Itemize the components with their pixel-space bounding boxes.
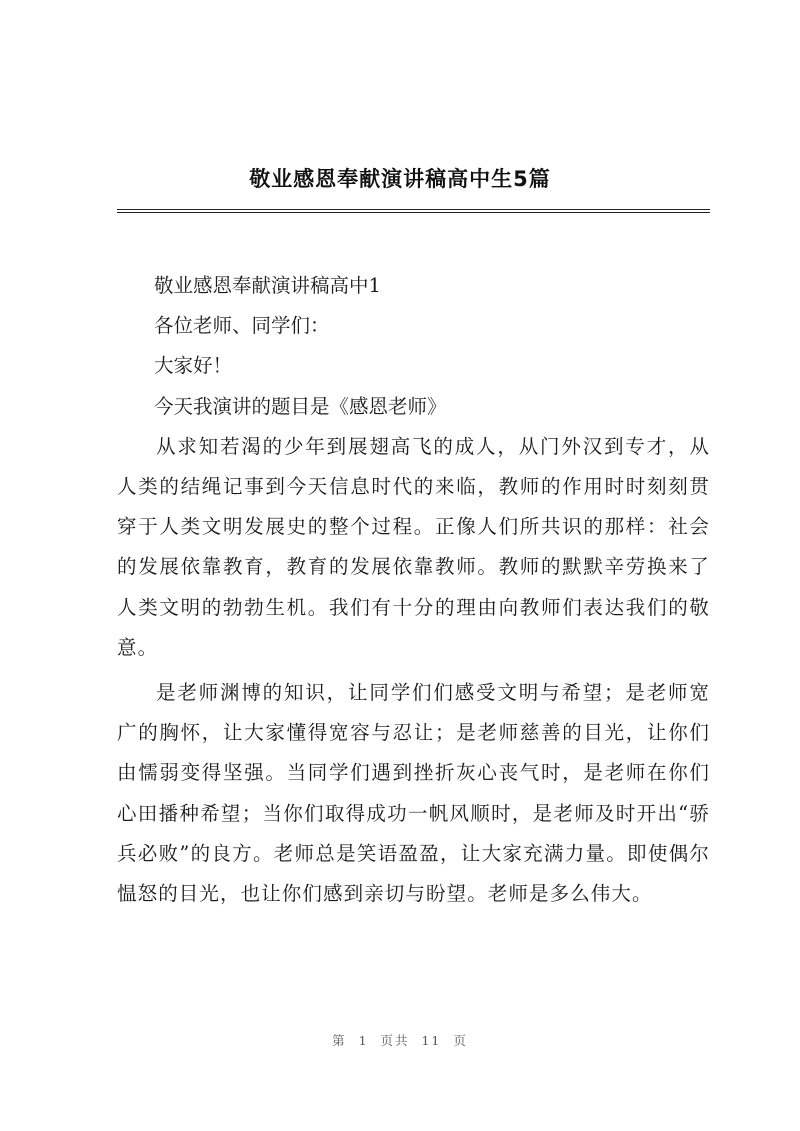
body-paragraph: 从求知若渴的少年到展翅高飞的成人，从门外汉到专才，从人类的结绳记事到今天信息时代的来临，教师的作用时时刻刻贯穿于人类文明发展史的整个过程。正像人们所共识的那样：社会的发展依靠教育，教育的发展依靠教师。教师的默默辛劳换来了人类文明的勃勃生机。我们有十分的理由向教师们表达我们的敬意。 bbox=[117, 434, 710, 659]
greeting: 大家好！ bbox=[154, 354, 233, 378]
body-paragraph: 是老师渊博的知识，让同学们们感受文明与希望；是老师宽广的胸怀，让大家懂得宽容与忍让；是老师慈善的目光，让你们由懦弱变得坚强。当同学们遇到挫折灰心丧气时，是老师在你们心田播种希望；当你们取得成功一帆风顺时，是老师及时开出“骄兵必败”的良方。老师总是笑语盈盈，让大家充满力量。即使偶尔愠怒的目光，也让你们感到亲切与盼望。老师是多么伟大。 bbox=[117, 681, 710, 906]
document-body bbox=[117, 266, 710, 914]
speech-topic: 今天我演讲的题目是《感恩老师》 bbox=[154, 394, 447, 418]
title-underline bbox=[117, 209, 710, 213]
section-heading: 敬业感恩奉献演讲稿高中1 bbox=[154, 274, 381, 297]
salutation: 各位老师、同学们： bbox=[154, 314, 330, 338]
page-footer: 第 1 页共 11 页 bbox=[332, 1033, 468, 1048]
document-title: 敬业感恩奉献演讲稿高中生5篇 bbox=[249, 167, 551, 191]
